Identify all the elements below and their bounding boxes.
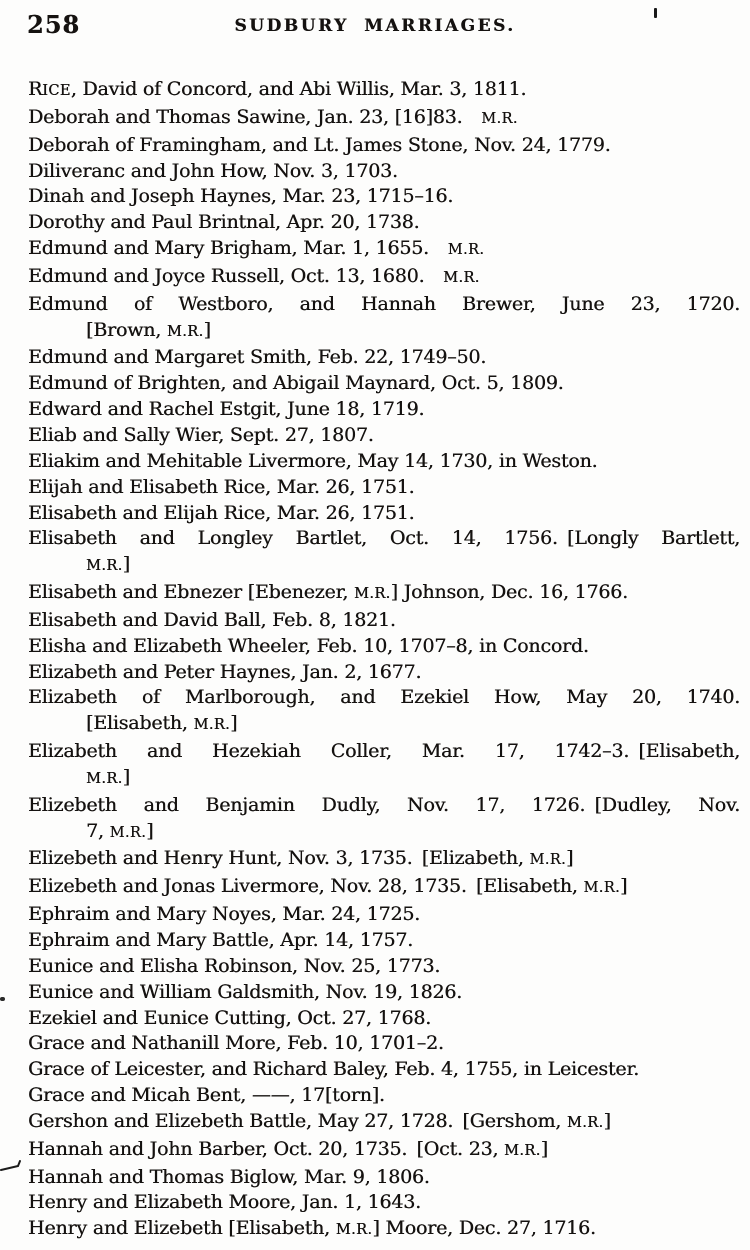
surname-lead-initial: R xyxy=(28,78,43,100)
marriage-entry xyxy=(28,423,740,449)
entry-line: Eunice and William Galdsmith, Nov. 19, 1826. xyxy=(28,980,463,1003)
mr-abbreviation: M.R. xyxy=(529,852,567,869)
marriage-entry xyxy=(28,1006,740,1032)
mr-abbreviation: M.R. xyxy=(481,110,518,127)
marriage-entry xyxy=(28,846,740,874)
entry-line: Elizebeth and Benjamin Dudly, Nov. 17, 1726. [Dudley, Nov. xyxy=(28,793,740,816)
entry-line: Hannah and John Barber, Oct. 20, 1735. [Oct. 23, M.R.] xyxy=(28,1137,548,1160)
surname-lead-smallcaps: ICE xyxy=(42,83,71,99)
marriage-entry xyxy=(28,526,740,580)
marriage-entry xyxy=(28,475,740,501)
entry-line: Edmund of Brighten, and Abigail Maynard, Oct. 5, 1809. xyxy=(28,372,564,395)
entry-line: Ephraim and Mary Noyes, Mar. 24, 1725. xyxy=(28,903,420,926)
entry-line: Grace and Nathanill More, Feb. 10, 1701–2. xyxy=(28,1032,444,1055)
entry-line: Elizebeth and Henry Hunt, Nov. 3, 1735. [Elizabeth, M.R.] xyxy=(28,847,574,870)
entry-line: Edward and Rachel Estgit, June 18, 1719. xyxy=(28,398,425,421)
entry-line: Ezekiel and Eunice Cutting, Oct. 27, 1768. xyxy=(28,1006,431,1029)
entry-line: Elijah and Elisabeth Rice, Mar. 26, 1751. xyxy=(28,475,415,498)
marriage-entry xyxy=(28,1057,740,1083)
scan-dot-artifact xyxy=(0,997,5,1001)
entry-line: Diliveranc and John How, Nov. 3, 1703. xyxy=(28,159,398,182)
marriage-entry xyxy=(28,739,740,793)
marriage-entry xyxy=(28,1216,740,1244)
entry-line: Elizabeth and Hezekiah Coller, Mar. 17, 1742–3. [Elisabeth, xyxy=(28,740,740,763)
marriage-entry xyxy=(28,184,740,210)
marriage-entry xyxy=(28,1165,740,1191)
marriage-entry xyxy=(28,793,740,847)
marriage-entry xyxy=(28,449,740,475)
entry-line: Henry and Elizabeth Moore, Jan. 1, 1643. xyxy=(28,1191,421,1214)
entry-line: Elisabeth and Longley Bartlet, Oct. 14, 1756. [Longly Bartlett, xyxy=(28,527,740,550)
entry-line: Edmund and Mary Brigham, Mar. 1, 1655. M.R. xyxy=(28,237,485,260)
marriage-entry xyxy=(28,501,740,527)
marriage-entry xyxy=(28,133,740,159)
entry-line: Dorothy and Paul Brintnal, Apr. 20, 1738. xyxy=(28,211,420,234)
marriage-entry xyxy=(28,928,740,954)
marriage-entry xyxy=(28,660,740,686)
mr-abbreviation: M.R. xyxy=(335,1222,373,1239)
mr-abbreviation: M.R. xyxy=(109,824,147,841)
entry-line: M.R.] xyxy=(86,765,130,788)
entry-line: Elizebeth and Jonas Livermore, Nov. 28, 1735. [Elisabeth, M.R.] xyxy=(28,875,628,898)
page-title: SUDBURY MARRIAGES. xyxy=(234,16,516,36)
marriage-entry xyxy=(28,371,740,397)
entry-line: Eliakim and Mehitable Livermore, May 14, 1730, in Weston. xyxy=(28,449,598,472)
entry-line: Edmund of Westboro, and Hannah Brewer, June 23, 1720. xyxy=(28,292,740,315)
scan-pen-mark xyxy=(0,1158,28,1174)
marriage-entry xyxy=(28,1031,740,1057)
entry-line: Eliab and Sally Wier, Sept. 27, 1807. xyxy=(28,423,374,446)
marriage-entry xyxy=(28,902,740,928)
marriage-entry xyxy=(28,210,740,236)
mr-abbreviation: M.R. xyxy=(353,586,391,603)
entry-line: M.R.] xyxy=(86,553,130,576)
marriage-entry xyxy=(28,1083,740,1109)
mr-abbreviation: M.R. xyxy=(86,770,123,787)
marriage-entry xyxy=(28,954,740,980)
marriage-entry xyxy=(28,345,740,371)
marriage-entry xyxy=(28,1109,740,1137)
marriage-entry xyxy=(28,1190,740,1216)
marriage-entry xyxy=(28,159,740,185)
entry-line: Dinah and Joseph Haynes, Mar. 23, 1715–16. xyxy=(28,185,454,208)
marriage-entry xyxy=(28,397,740,423)
entry-line: [Elisabeth, M.R.] xyxy=(86,712,238,735)
marriage-entry xyxy=(28,292,740,346)
entry-line: Grace of Leicester, and Richard Baley, Feb. 4, 1755, in Leicester. xyxy=(28,1058,639,1081)
marriage-entry-list xyxy=(28,77,740,1244)
entry-line: Elizabeth and Peter Haynes, Jan. 2, 1677. xyxy=(28,660,422,683)
scan-tick-artifact xyxy=(654,8,657,18)
entry-line: Henry and Elizebeth [Elisabeth, M.R.] Moore, Dec. 27, 1716. xyxy=(28,1217,596,1240)
entry-line: Deborah and Thomas Sawine, Jan. 23, [16]83. M.R. xyxy=(28,105,518,128)
marriage-entry xyxy=(28,608,740,634)
entry-line: Elisabeth and Ebnezer [Ebenezer, M.R.] Johnson, Dec. 16, 1766. xyxy=(28,581,628,604)
entry-line: [Brown, M.R.] xyxy=(86,318,211,341)
entry-line: Elisabeth and Elijah Rice, Mar. 26, 1751. xyxy=(28,501,415,524)
marriage-entry xyxy=(28,77,740,105)
marriage-entry xyxy=(28,236,740,264)
mr-abbreviation: M.R. xyxy=(193,717,231,734)
entry-line: Deborah of Framingham, and Lt. James Stone, Nov. 24, 1779. xyxy=(28,133,611,156)
marriage-entry xyxy=(28,1137,740,1165)
entry-line: 7, M.R.] xyxy=(86,819,154,842)
marriage-entry xyxy=(28,580,740,608)
mr-abbreviation: M.R. xyxy=(583,880,621,897)
entry-line: Grace and Micah Bent, ——, 17[torn]. xyxy=(28,1084,385,1107)
entry-line: Ephraim and Mary Battle, Apr. 14, 1757. xyxy=(28,929,413,951)
page-number: 258 xyxy=(27,10,81,39)
mr-abbreviation: M.R. xyxy=(566,1114,604,1131)
entry-line: Elisabeth and David Ball, Feb. 8, 1821. xyxy=(28,608,396,631)
entry-line: RICE, David of Concord, and Abi Willis, Mar. 3, 1811. xyxy=(28,78,527,100)
marriage-entry xyxy=(28,634,740,660)
marriage-entry xyxy=(28,105,740,133)
mr-abbreviation: M.R. xyxy=(166,323,204,340)
mr-abbreviation: M.R. xyxy=(86,558,123,575)
entry-line: Elisha and Elizabeth Wheeler, Feb. 10, 1707–8, in Concord. xyxy=(28,634,589,657)
mr-abbreviation: M.R. xyxy=(504,1142,541,1159)
entry-line: Edmund and Margaret Smith, Feb. 22, 1749–50. xyxy=(28,346,487,369)
entry-line: Gershon and Elizebeth Battle, May 27, 1728. [Gershom, M.R.] xyxy=(28,1109,611,1132)
marriage-entry xyxy=(28,685,740,739)
entry-line: Edmund and Joyce Russell, Oct. 13, 1680. M.R. xyxy=(28,264,480,287)
marriage-entry xyxy=(28,874,740,902)
entry-line: Hannah and Thomas Biglow, Mar. 9, 1806. xyxy=(28,1165,430,1188)
marriage-entry xyxy=(28,264,740,292)
marriage-entry xyxy=(28,980,740,1006)
entry-line: Elizabeth of Marlborough, and Ezekiel How, May 20, 1740. xyxy=(28,686,740,709)
mr-abbreviation: M.R. xyxy=(443,269,480,286)
entry-line: Eunice and Elisha Robinson, Nov. 25, 1773. xyxy=(28,954,441,977)
mr-abbreviation: M.R. xyxy=(447,242,485,259)
